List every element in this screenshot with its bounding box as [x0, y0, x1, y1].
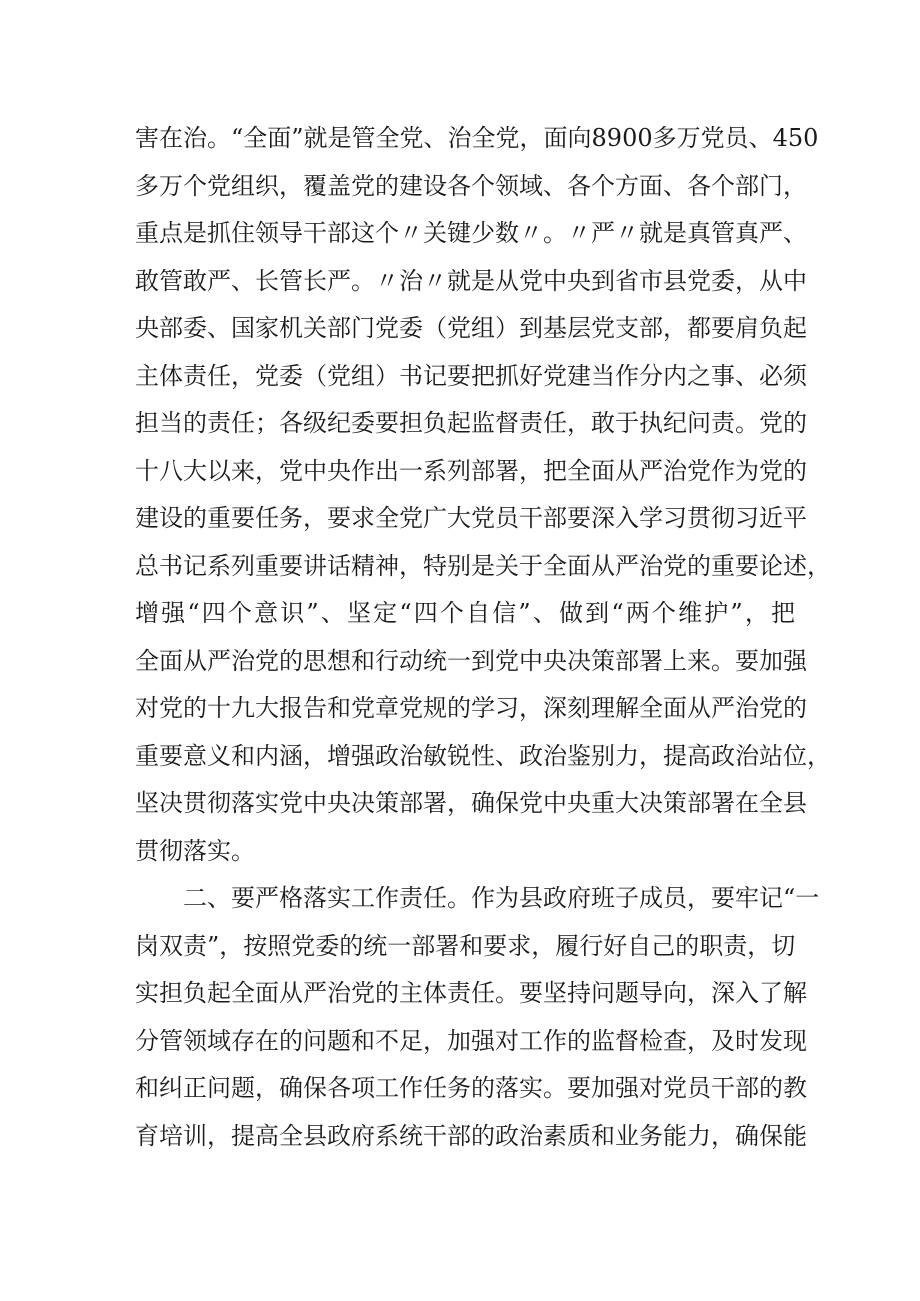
text-line: 岗双责”，按照党委的统一部署和要求，履行好自己的职责，切: [135, 931, 796, 960]
paragraph-2: [135, 875, 820, 1160]
text-line: 和纠正问题，确保各项工作任务的落实。要加强对党员干部的教: [135, 1074, 807, 1102]
text-line: 育培训，提高全县政府系统干部的政治素质和业务能力，确保能: [135, 1121, 807, 1150]
text-line: 央部委、国家机关部门党委（党组）到基层党支部，都要肩负起: [135, 314, 807, 342]
text-line: 全面从严治党的思想和行动统一到党中央决策部署上来。要加强: [135, 646, 807, 675]
text-line: 增强“四个意识”、坚定“四个自信”、做到“两个维护”，把: [135, 599, 795, 627]
text-line: 分管领域存在的问题和不足，加强对工作的监督检查，及时发现: [135, 1026, 807, 1055]
text-line: 重要意义和内涵，增强政治敏锐性、政治鉴别力，提高政治站位，: [135, 741, 831, 770]
document-body: [135, 115, 831, 1160]
text-line: 建设的重要任务，要求全党广大党员干部要深入学习贯彻习近平: [135, 504, 807, 532]
text-line: 实担负起全面从严治党的主体责任。要坚持问题导向，深入了解: [135, 979, 807, 1007]
text-line: 敢管敢严、长管长严。〃治〃就是从党中央到省市县党委，从中: [135, 266, 807, 295]
text-line: 担当的责任；各级纪委要担负起监督责任，敢于执纪问责。党的: [135, 409, 807, 437]
text-line: 贯彻落实。: [135, 836, 255, 865]
text-line: 多万个党组织，覆盖党的建设各个领域、各个方面、各个部门，: [135, 171, 807, 200]
text-line: 十八大以来，党中央作出一系列部署，把全面从严治党作为党的: [135, 456, 807, 485]
text-line: 重点是抓住领导干部这个〃关键少数〃。〃严〃就是真管真严、: [135, 219, 807, 247]
section-heading-line: 二、要严格落实工作责任。作为县政府班子成员，要牢记“一: [183, 884, 820, 912]
text-line: 总书记系列重要讲话精神，特别是关于全面从严治党的重要论述，: [135, 551, 831, 580]
paragraph-1: [135, 115, 831, 875]
text-line: 主体责任，党委（党组）书记要把抓好党建当作分内之事、必须: [135, 361, 807, 390]
text-line: 对党的十九大报告和党章党规的学习，深刻理解全面从严治党的: [135, 694, 807, 722]
text-line: 坚决贯彻落实党中央决策部署，确保党中央重大决策部署在全县: [135, 789, 807, 817]
text-line: 害在治。“全面”就是管全党、治全党，面向8900多万党员、450: [135, 124, 819, 152]
